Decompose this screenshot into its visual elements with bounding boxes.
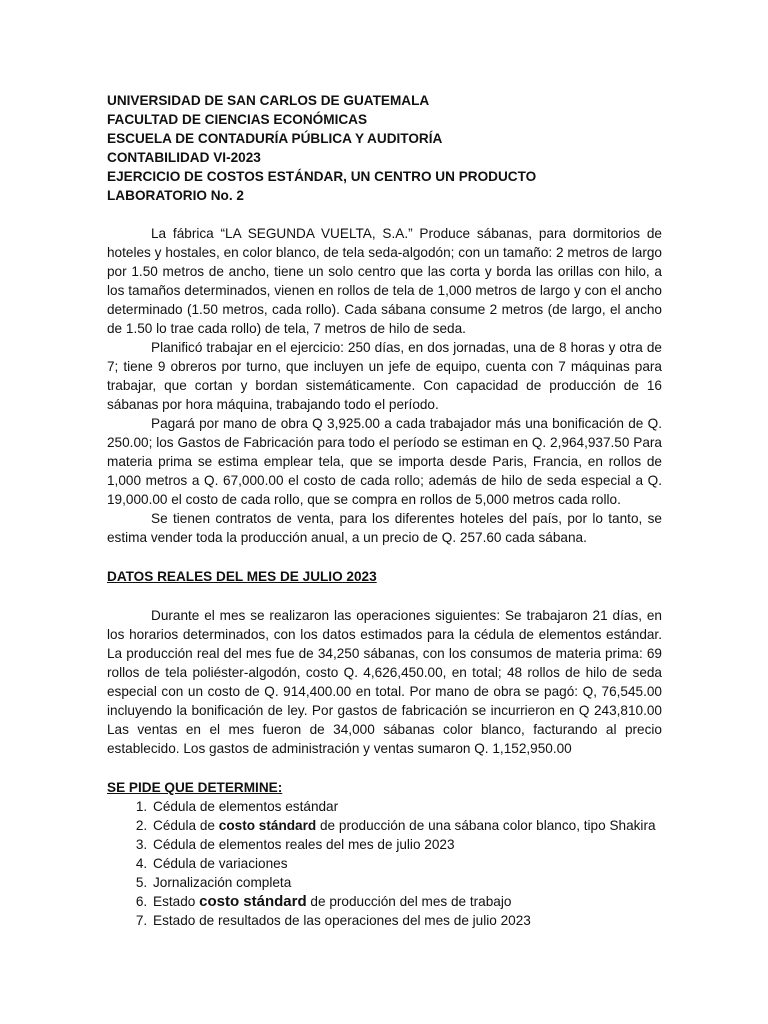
task-text: Cédula de elementos estándar (153, 799, 339, 814)
task-text: de producción de una sábana color blanco, tipo Shakira (316, 818, 656, 833)
task-text: Cédula de elementos reales del mes de julio 2023 (153, 837, 455, 852)
task-item (151, 911, 662, 930)
intro-paragraph-4: Se tienen contratos de venta, para los diferentes hoteles del país, por lo tanto, se estima vender toda la producción anual, a un precio de Q. 257.60 cada sábana. (107, 511, 662, 545)
document-body (107, 91, 662, 930)
intro-paragraph-3: Pagará por mano de obra Q 3,925.00 a cada trabajador más una bonificación de Q. 250.00; los Gastos de Fabricación para todo el período se estiman en Q. 2,964,937.50 Para materia prima se estima emplear tela, que se importa desde Paris, Francia, en rollos de 1,000 metros a Q. 67,000.00 el costo de cada rollo; además de hilo de seda especial a Q. 19,000.00 el costo de cada rollo, que se compra en rollos de 5,000 metros cada rollo. (107, 416, 662, 507)
intro-paragraph-1: La fábrica “LA SEGUNDA VUELTA, S.A.” Produce sábanas, para dormitorios de hoteles y hostales, en color blanco, de tela seda-algodón; con un tamaño: 2 metros de largo por 1.50 metros de ancho, tiene un solo centro que las corta y borda las orillas con hilo, a los tamaños determinados, vienen en rollos de tela de 1,000 metros de largo y con el ancho determinado (1.50 metros, cada rollo). Cada sábana consume 2 metros (de largo, el ancho de 1.50 lo trae cada rollo) de tela, 7 metros de hilo de seda. (107, 226, 662, 336)
spacer (107, 586, 662, 606)
tasks-title: SE PIDE QUE DETERMINE: (107, 780, 283, 795)
exercise-title: EJERCICIO DE COSTOS ESTÁNDAR, UN CENTRO UN PRODUCTO (107, 169, 537, 184)
task-text: de producción del mes de trabajo (306, 894, 512, 909)
faculty-name: FACULTAD DE CIENCIAS ECONÓMICAS (107, 112, 368, 127)
university-name: UNIVERSIDAD DE SAN CARLOS DE GUATEMALA (107, 93, 430, 108)
document-header (107, 91, 662, 205)
task-item (151, 835, 662, 854)
tasks-list (107, 797, 662, 930)
real-data-title: DATOS REALES DEL MES DE JULIO 2023 (107, 569, 377, 584)
task-text: Cédula de (153, 818, 219, 833)
task-item (151, 816, 662, 835)
task-emphasis: costo stándard (199, 893, 307, 910)
spacer (107, 758, 662, 778)
task-item (151, 892, 662, 911)
school-name: ESCUELA DE CONTADURÍA PÚBLICA Y AUDITORÍA (107, 131, 443, 146)
task-item (151, 873, 662, 892)
task-text: Estado (153, 894, 200, 909)
real-data-paragraph: Durante el mes se realizaron las operaciones siguientes: Se trabajaron 21 días, en los horarios determinados, con los datos estimados para la cédula de elementos estándar. La producción real del mes fue de 34,250 sábanas, con los consumos de materia prima: 69 rollos de tela poliéster-algodón, costo Q. 4,626,450.00, en total; 48 rollos de hilo de seda especial con un costo de Q. 914,400.00 en total. Por mano de obra se pagó: Q, 76,545.00 incluyendo la bonificación de ley. Por gastos de fabricación se incurrieron en Q 243,810.00 Las ventas en el mes fueron de 34,000 sábanas color blanco, facturando al precio establecido. Los gastos de administración y ventas sumaron Q. 1,152,950.00 (107, 608, 662, 756)
spacer (107, 205, 662, 224)
lab-number: LABORATORIO No. 2 (107, 188, 244, 203)
intro-paragraph-2: Planificó trabajar en el ejercicio: 250 días, en dos jornadas, una de 8 horas y otra de 7; tiene 9 obreros por turno, que incluyen un jefe de equipo, cuenta con 7 máquinas para trabajar, que cortan y bordan sistemáticamente. Con capacidad de producción de 16 sábanas por hora máquina, trabajando todo el período. (107, 340, 662, 412)
task-item (151, 854, 662, 873)
task-text: Jornalización completa (153, 875, 292, 890)
task-text: Cédula de variaciones (153, 856, 288, 871)
spacer (107, 547, 662, 567)
course-name: CONTABILIDAD VI-2023 (107, 150, 261, 165)
task-item (151, 797, 662, 816)
task-text: Estado de resultados de las operaciones del mes de julio 2023 (153, 913, 531, 928)
task-emphasis: costo stándard (218, 818, 317, 833)
